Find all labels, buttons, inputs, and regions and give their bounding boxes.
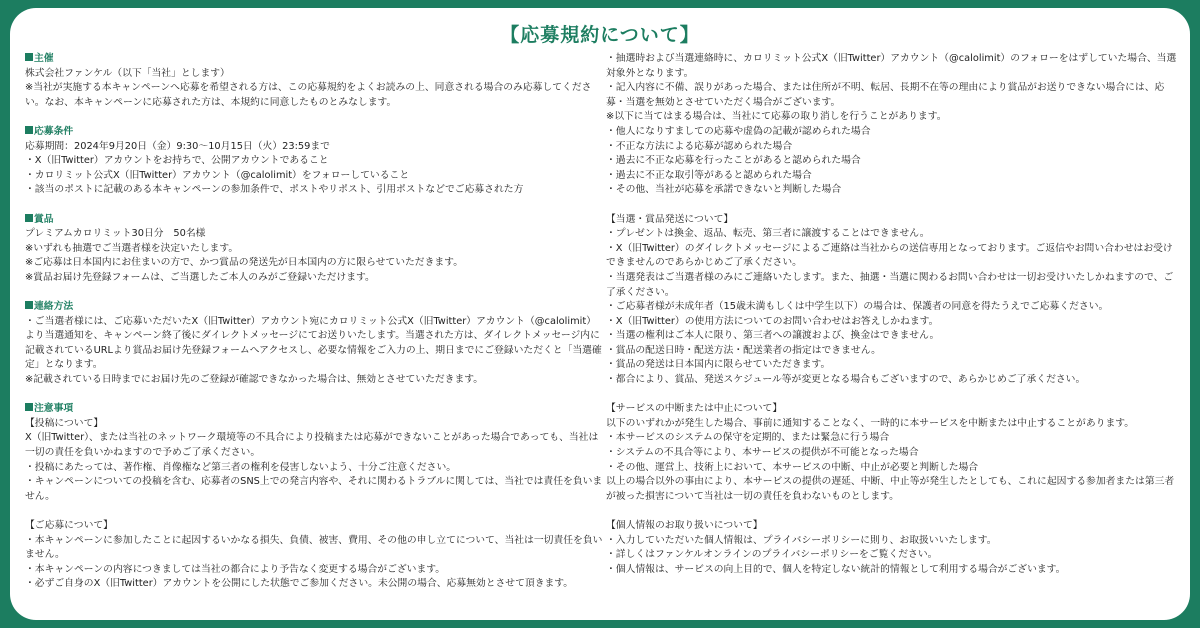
- left-column: [25, 52, 605, 592]
- terms-line: ※賞品お届け先登録フォームは、ご当選したご本人のみがご登録いただけます。: [25, 271, 375, 283]
- terms-line: ・過去に不正な応募を行ったことがあると認められた場合: [606, 155, 861, 167]
- terms-line: X（旧Twitter）、または当社のネットワーク環境等の不具合により投稿または応募ができないことがあった場合であっても、当社は一切の責任を負いかねますので予めご了承ください。: [25, 432, 599, 459]
- subsection-heading: 【当選・賞品発送について】: [606, 213, 734, 225]
- subsection-heading: 【ご応募について】: [25, 520, 113, 531]
- subsection-heading: 【個人情報のお取り扱いについて】: [606, 520, 763, 531]
- terms-line: ・本サービスのシステムの保守を定期的、または緊急に行う場合: [606, 432, 890, 444]
- section-heading: [25, 52, 605, 67]
- section-heading: [25, 125, 605, 140]
- page-title: 【応募規約について】: [500, 24, 700, 46]
- terms-line: 以上の場合以外の事由により、本サービスの提供の遅延、中断、中止等が発生したとしても、これに起因する参加者または第三者が被った損害について当社は一切の責任を負わないものとします。: [606, 476, 1175, 502]
- terms-section: [25, 213, 605, 286]
- terms-line: 応募期間：2024年9月20日（金）9:30〜10月15日（火）23:59まで: [25, 140, 330, 152]
- terms-line: ・他人になりすましての応募や虚偽の記載が認められた場合: [606, 125, 871, 137]
- terms-section: [25, 52, 605, 110]
- terms-line: ・賞品の発送は日本国内に限らせていただきます。: [606, 359, 831, 371]
- terms-section: [606, 52, 1181, 198]
- terms-line: 株式会社ファンケル（以下「当社」とします）: [25, 67, 230, 79]
- terms-line: ・カロリミット公式X（旧Twitter）アカウント（@calolimit）をフォローしていること: [25, 169, 410, 181]
- terms-line: ・その他、運営上、技術上において、本サービスの中断、中止が必要と判断した場合: [606, 461, 979, 473]
- terms-line: ・システムの不具合等により、本サービスの提供が不可能となった場合: [606, 447, 919, 459]
- square-bullet-icon: [25, 53, 33, 61]
- terms-line: ・該当のポストに記載のある本キャンペーンの参加条件で、ポストやリポスト、引用ポストなどでご応募された方: [25, 184, 524, 196]
- terms-line: ・必ずご自身のX（旧Twitter）アカウントを公開にした状態でご参加ください。未公開の場合、応募無効とさせて頂きます。: [25, 578, 574, 590]
- terms-line: 以下のいずれかが発生した場合、事前に通知することなく、一時的に本サービスを中断または中止することがあります。: [606, 417, 1135, 429]
- terms-line: ・キャンペーンについての投稿を含む、応募者のSNS上での発言内容や、それに関わるトラブルに関しては、当社では責任を負いません。: [25, 476, 603, 502]
- terms-line: ・個人情報は、サービスの向上目的で、個人を特定しない統計的情報として利用する場合がございます。: [606, 563, 1066, 575]
- terms-card: [10, 8, 1190, 620]
- terms-line: ・記入内容に不備、誤りがあった場合、または住所が不明、転居、長期不在等の理由により賞品がお送りできない場合には、応募・当選を無効とさせていただく場合がございます。: [606, 82, 1165, 108]
- section-heading: [25, 402, 605, 417]
- right-column: [606, 52, 1181, 577]
- subsection-heading: 【サービスの中断または中止について】: [606, 403, 783, 415]
- terms-section: [606, 402, 1181, 504]
- terms-line: ・投稿にあたっては、著作権、肖像権など第三者の権利を侵害しないよう、十分ご注意ください。: [25, 461, 457, 473]
- terms-line: ・ご応募者様が未成年者（15歳未満もしくは中学生以下）の場合は、保護者の同意を得たうえでご応募ください。: [606, 301, 1109, 313]
- terms-line: ・過去に不正な取引等があると認められた場合: [606, 169, 812, 181]
- terms-section: [606, 213, 1181, 388]
- terms-line: ・賞品の配送日時・配送方法・配送業者の指定はできません。: [606, 344, 881, 356]
- section-heading-text: 応募条件: [34, 125, 74, 137]
- terms-section: [25, 125, 605, 198]
- terms-line: ※記載されている日時までにお届け先のご登録が確認できなかった場合は、無効とさせていただきます。: [25, 374, 484, 386]
- terms-line: プレミアムカロリミット30日分 50名様: [25, 228, 206, 240]
- terms-line: ・本キャンペーンの内容につきましては当社の都合により予告なく変更する場合がございます。: [25, 563, 446, 575]
- terms-line: ・X（旧Twitter）の使用方法についてのお問い合わせはお答えしかねます。: [606, 315, 939, 327]
- section-heading-text: 賞品: [34, 213, 54, 225]
- terms-line: ※以下に当てはまる場合は、当社にて応募の取り消しを行うことがあります。: [606, 111, 947, 123]
- terms-section: [25, 300, 605, 388]
- section-heading-text: 注意事項: [34, 403, 74, 415]
- section-heading: [25, 300, 605, 315]
- terms-line: ・当選発表はご当選者様のみにご連絡いたします。また、抽選・当選に関わるお問い合わせは一切お受けいたしかねますので、ご了承ください。: [606, 271, 1174, 298]
- terms-line: ・ご当選者様には、ご応募いただいたX（旧Twitter）アカウント宛にカロリミット公式X（旧Twitter）アカウント（@calolimit）より当選通知を、キャンペーン終了後にダイレクトメッセージにてお送りいたします。当選された方は、ダイレクトメッセージ内に記載されているURLより賞品お届け先登録フォームへアクセスし、必要な情報をご入力の上、期日までにご登録いただくと「当選確定」となります。: [25, 315, 602, 371]
- square-bullet-icon: [25, 126, 33, 134]
- terms-line: ・不正な方法による応募が認められた場合: [606, 140, 793, 152]
- terms-section: [606, 519, 1181, 577]
- terms-line: ・都合により、賞品、発送スケジュール等が変更となる場合もございますので、あらかじめご了承ください。: [606, 374, 1086, 386]
- terms-section: [25, 519, 605, 592]
- section-heading-text: 連絡方法: [34, 301, 74, 313]
- square-bullet-icon: [25, 403, 33, 411]
- terms-line: ・その他、当社が応募を承諾できないと判断した場合: [606, 184, 842, 196]
- terms-line: ・入力していただいた個人情報は、プライバシーポリシーに則り、お取扱いいたします。: [606, 534, 997, 546]
- terms-line: ・本キャンペーンに参加したことに起因するいかなる損失、負債、被害、費用、その他の申し立てについて、当社は一切責任を負いません。: [25, 534, 603, 561]
- square-bullet-icon: [25, 214, 33, 222]
- terms-line: ・X（旧Twitter）のダイレクトメッセージによるご連絡は当社からの送信専用となっております。ご返信やお問い合わせはお受けできませんのであらかじめご了承ください。: [606, 242, 1173, 269]
- terms-line: ※ご応募は日本国内にお住まいの方で、かつ賞品の発送先が日本国内の方に限らせていただきます。: [25, 257, 463, 269]
- terms-line: ※当社が実施する本キャンペーンへ応募を希望される方は、この応募規約をよくお読みの上、同意される場合のみ応募してください。なお、本キャンペーンに応募された方は、本規約に同意したものとみなします。: [25, 82, 592, 108]
- terms-line: ・詳しくはファンケルオンラインのプライバシーポリシーをご覧ください。: [606, 549, 938, 561]
- subsection-heading: 【投稿について】: [25, 417, 104, 429]
- terms-line: ・当選の権利はご本人に限り、第三者への譲渡および、換金はできません。: [606, 330, 940, 342]
- section-heading: [25, 213, 605, 228]
- section-heading-text: 主催: [34, 53, 54, 64]
- terms-line: ・抽選時および当選連絡時に、カロリミット公式X（旧Twitter）アカウント（@calolimit）のフォローをはずしていた場合、当選対象外となります。: [606, 53, 1177, 79]
- terms-line: ・プレゼントは換金、返品、転売、第三者に譲渡することはできません。: [606, 228, 930, 240]
- terms-line: ※いずれも抽選でご当選者様を決定いたします。: [25, 242, 239, 254]
- terms-line: ・X（旧Twitter）アカウントをお持ちで、公開アカウントであること: [25, 155, 329, 167]
- terms-section: [25, 402, 605, 504]
- square-bullet-icon: [25, 301, 33, 309]
